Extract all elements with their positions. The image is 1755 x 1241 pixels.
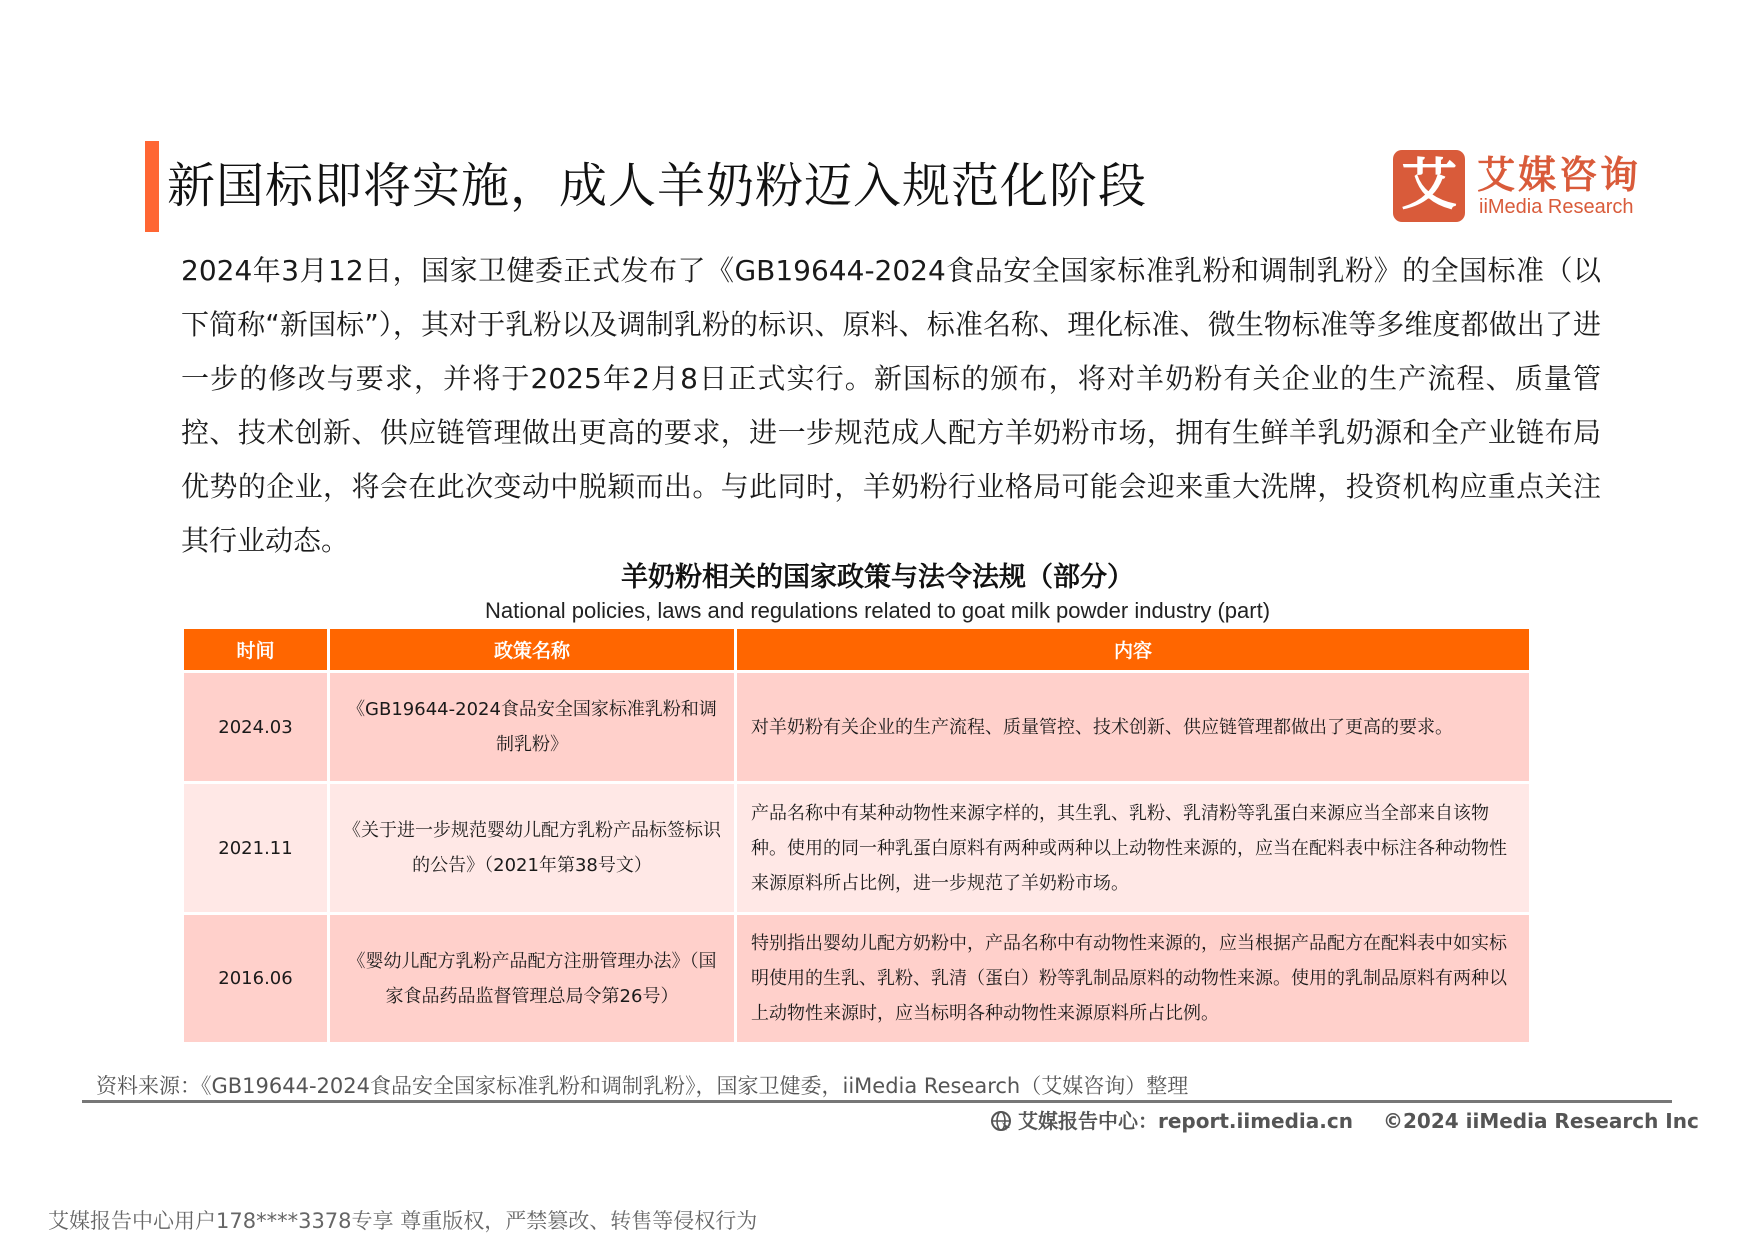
column-header-time: 时间 (184, 629, 330, 673)
cell-time: 2021.11 (184, 784, 330, 915)
intro-paragraph: 2024年3月12日，国家卫健委正式发布了《GB19644-2024食品安全国家标准乳粉和调制乳粉》的全国标准（以下简称“新国标”），其对于乳粉以及调制乳粉的标识、原料、标准名称、理化标准、微生物标准等多维度都做出了进一步的修改与要求，并将于2025年2月8日正式实行。新国标的颁布，将对羊奶粉有关企业的生产流程、质量管控、技术创新、供应链管理做出更高的要求，进一步规范成人配方羊奶粉市场，拥有生鲜羊乳奶源和全产业链布局优势的企业，将会在此次变动中脱颖而出。与此同时，羊奶粉行业格局可能会迎来重大洗牌，投资机构应重点关注其行业动态。 (181, 254, 1601, 557)
copyright: ©2024 iiMedia Research Inc (1382, 1109, 1699, 1133)
logo-name-en: iiMedia Research (1479, 196, 1634, 218)
table-subtitle: National policies, laws and regulations related to goat milk powder industry (part) (484, 598, 1271, 623)
report-center-link[interactable]: 艾媒报告中心：report.iimedia.cn (1018, 1109, 1353, 1133)
table-header-row (184, 629, 1529, 673)
cell-policy-name: 《GB19644-2024食品安全国家标准乳粉和调制乳粉》 (330, 673, 737, 784)
logo-name-cn: 艾媒咨询 (1477, 153, 1642, 197)
policy-table (184, 629, 1529, 1045)
cell-content: 产品名称中有某种动物性来源字样的，其生乳、乳粉、乳清粉等乳蛋白来源应当全部来自该物种。使用的同一种乳蛋白原料有两种或两种以上动物性来源的，应当在配料表中标注各种动物性来源原料所占比例，进一步规范了羊奶粉市场。 (737, 784, 1529, 915)
table-row (184, 784, 1529, 915)
cell-policy-name: 《婴幼儿配方乳粉产品配方注册管理办法》（国家食品药品监督管理总局令第26号） (330, 915, 737, 1045)
cell-policy-name: 《关于进一步规范婴幼儿配方乳粉产品标签标识的公告》（2021年第38号文） (330, 784, 737, 915)
iimedia-logo (1393, 148, 1653, 222)
source-note: 资料来源：《GB19644-2024食品安全国家标准乳粉和调制乳粉》，国家卫健委，iiMedia Research（艾媒咨询）整理 (96, 1074, 1189, 1098)
logo-mark-icon: 艾 (1393, 150, 1465, 222)
page-title: 新国标即将实施，成人羊奶粉迈入规范化阶段 (167, 158, 1148, 214)
column-header-policy-name: 政策名称 (330, 629, 737, 673)
globe-icon (990, 1110, 1012, 1132)
table-row (184, 673, 1529, 784)
cell-content: 对羊奶粉有关企业的生产流程、质量管控、技术创新、供应链管理都做出了更高的要求。 (737, 673, 1529, 784)
footer-info (990, 1106, 1699, 1136)
cell-content: 特别指出婴幼儿配方奶粉中，产品名称中有动物性来源的，应当根据产品配方在配料表中如实标明使用的生乳、乳粉、乳清（蛋白）粉等乳制品原料的动物性来源。使用的乳制品原料有两种以上动物性来源时，应当标明各种动物性来源原料所占比例。 (737, 915, 1529, 1045)
cell-time: 2024.03 (184, 673, 330, 784)
table-row (184, 915, 1529, 1045)
footer-divider (82, 1100, 1672, 1103)
column-header-content: 内容 (737, 629, 1529, 673)
table-title: 羊奶粉相关的国家政策与法令法规（部分） (621, 562, 1134, 593)
cell-time: 2016.06 (184, 915, 330, 1045)
title-accent-bar (145, 141, 159, 232)
user-watermark: 艾媒报告中心用户178****3378专享 尊重版权，严禁篡改、转售等侵权行为 (48, 1209, 758, 1233)
